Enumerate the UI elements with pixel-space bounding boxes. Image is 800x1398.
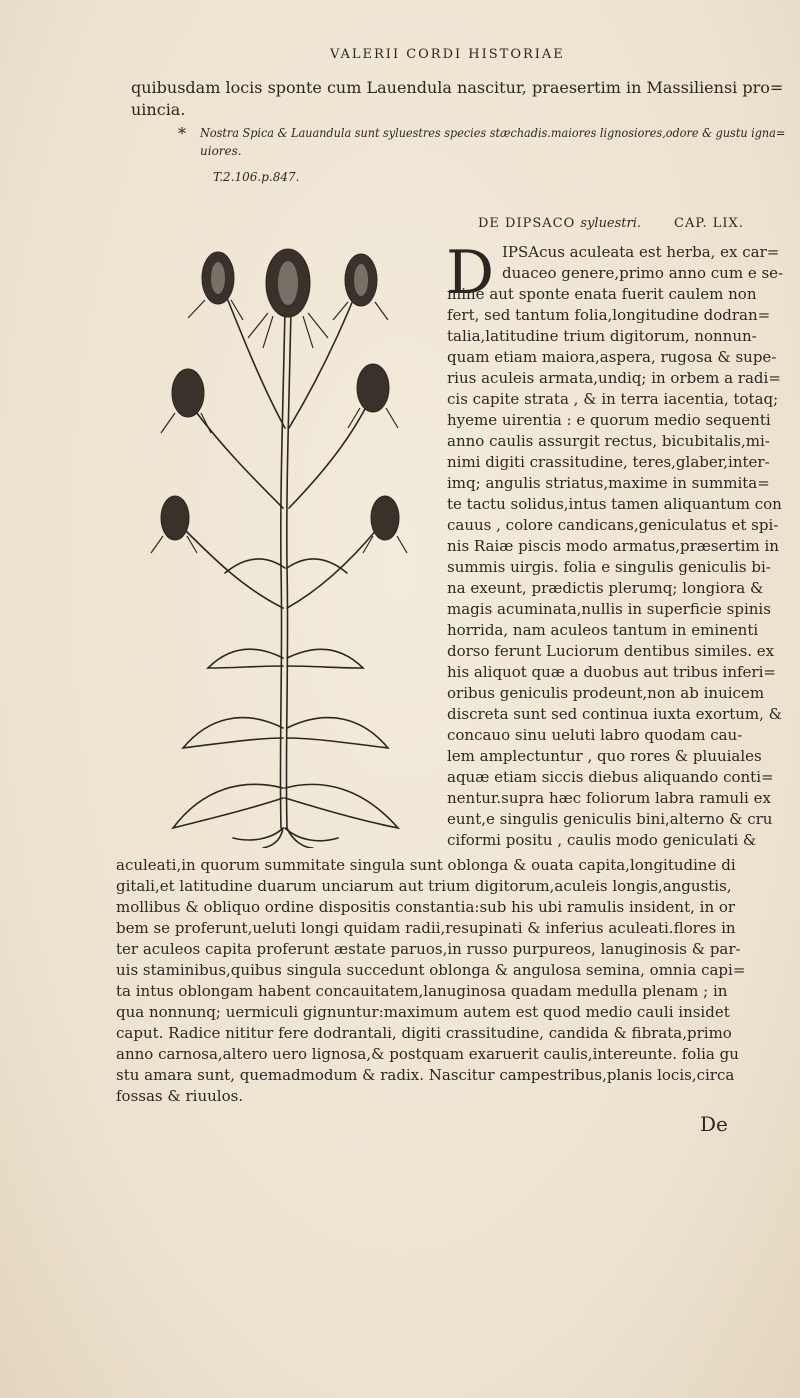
body-line-11: stu amara sunt, quemadmodum & radix. Nascitur campestribus,planis locis,circa — [116, 1066, 735, 1084]
column-line-12: imq; angulis striatus,maxime in summita= — [447, 474, 770, 492]
column-line-20: dorso ferunt Luciorum dentibus similes. ex — [447, 642, 775, 660]
column-line-9: hyeme uirentia : e quorum medio sequenti — [447, 411, 771, 429]
column-line-13: te tactu solidus,intus tamen aliquantum con — [447, 495, 782, 513]
body-line-6: uis staminibus,quibus singula succedunt oblonga & angulosa semina, omnia capi= — [116, 961, 746, 979]
body-line-1: aculeati,in quorum summitate singula sunt oblonga & ouata capita,longitudine di — [116, 856, 736, 874]
figure-reference: T.2.106.p.847. — [213, 170, 300, 184]
column-line-27: nentur.supra hæc foliorum labra ramuli ex — [447, 789, 771, 807]
chapter-heading — [478, 216, 641, 231]
body-line-8: qua nonnunq; uermiculi gignuntur:maximum autem est quod medio cauli insidet — [116, 1003, 730, 1021]
chapter-title: DE DIPSACO — [478, 216, 576, 231]
column-line-4: fert, sed tantum folia,longitudine dodran= — [447, 306, 771, 324]
body-line-9: caput. Radice nititur fere dodrantali, digiti crassitudine, candida & fibrata,primo — [116, 1024, 732, 1042]
column-line-2: duaceo genere,primo anno cum e se- — [502, 264, 784, 282]
column-line-8: cis capite strata , & in terra iacentia, totaq; — [447, 390, 779, 408]
chapter-title-italic: syluestri. — [580, 216, 642, 231]
column-line-17: na exeunt, prædictis plerumq; longiora & — [447, 579, 764, 597]
drop-cap: D — [446, 238, 495, 308]
body-line-7: ta intus oblongam habent concauitatem,lanuginosa quadam medulla plenam ; in — [116, 982, 728, 1000]
body-line-2: gitali,et latitudine duarum unciarum aut trium digitorum,aculeis longis,angustis, — [116, 877, 732, 895]
column-line-25: lem amplectuntur , quo rores & pluuiales — [447, 747, 762, 765]
column-line-23: discreta sunt sed continua iuxta exortum, & — [447, 705, 782, 723]
column-line-11: nimi digiti crassitudine, teres,glaber,inter- — [447, 453, 770, 471]
column-line-22: oribus geniculis prodeunt,non ab inuicem — [447, 684, 765, 702]
column-line-18: magis acuminata,nullis in superficie spinis — [447, 600, 771, 618]
body-line-10: anno carnosa,altero uero lignosa,& postquam exaruerit caulis,intereunte. folia gu — [116, 1045, 739, 1063]
body-line-3: mollibus & obliquo ordine dispositis constantia:sub his ubi ramulis insident, in or — [116, 898, 736, 916]
column-line-24: concauo sinu ueluti labro quodam cau- — [447, 726, 743, 744]
column-line-6: quam etiam maiora,aspera, rugosa & supe- — [447, 348, 777, 366]
column-line-16: summis uirgis. folia e singulis geniculis bi- — [447, 558, 771, 576]
body-line-12: fossas & riuulos. — [116, 1087, 244, 1105]
body-line-4: bem se proferunt,ueluti longi quidam radii,resupinati & inferius aculeati.flores in — [116, 919, 736, 937]
column-line-15: nis Raiæ piscis modo armatus,præsertim in — [447, 537, 779, 555]
column-line-1: IPSAcus aculeata est herba, ex car= — [502, 243, 780, 261]
intro-line-2: uincia. — [131, 100, 186, 119]
column-line-19: horrida, nam aculeos tantum in eminenti — [447, 621, 759, 639]
body-line-5: ter aculeos capita proferunt æstate paruos,in russo purpureos, lanuginosis & par- — [116, 940, 741, 958]
teasel-woodcut-illustration — [113, 188, 443, 848]
column-line-5: talia,latitudine trium digitorum, nonnun- — [447, 327, 757, 345]
catchword: De — [700, 1112, 728, 1136]
column-line-21: his aliquot quæ a duobus aut tribus inferi= — [447, 663, 776, 681]
column-line-7: rius aculeis armata,undiq; in orbem a radi= — [447, 369, 781, 387]
teasel-plant-drawing — [113, 188, 443, 848]
annotation-asterisk: * — [178, 124, 186, 143]
column-line-10: anno caulis assurgit rectus, bicubitalis,mi- — [447, 432, 770, 450]
marginal-note-line-1: Nostra Spica & Lauandula sunt syluestres species stæchadis.maiores lignosiores,odore & gustu igna= — [200, 126, 786, 140]
column-line-28: eunt,e singulis geniculis bini,alterno & cru — [447, 810, 773, 828]
intro-line-1: quibusdam locis sponte cum Lauendula nascitur, praesertim in Massiliensi pro= — [131, 78, 784, 97]
column-line-26: aquæ etiam siccis diebus aliquando conti= — [447, 768, 774, 786]
marginal-note-line-2: uiores. — [200, 144, 242, 158]
chapter-number: CAP. LIX. — [674, 216, 744, 231]
column-line-14: cauus , colore candicans,geniculatus et spi- — [447, 516, 779, 534]
column-line-29: ciformi positu , caulis modo geniculati & — [447, 831, 757, 849]
running-head: VALERII CORDI HISTORIAE — [330, 47, 565, 62]
column-line-3: mine aut sponte enata fuerit caulem non — [447, 285, 757, 303]
